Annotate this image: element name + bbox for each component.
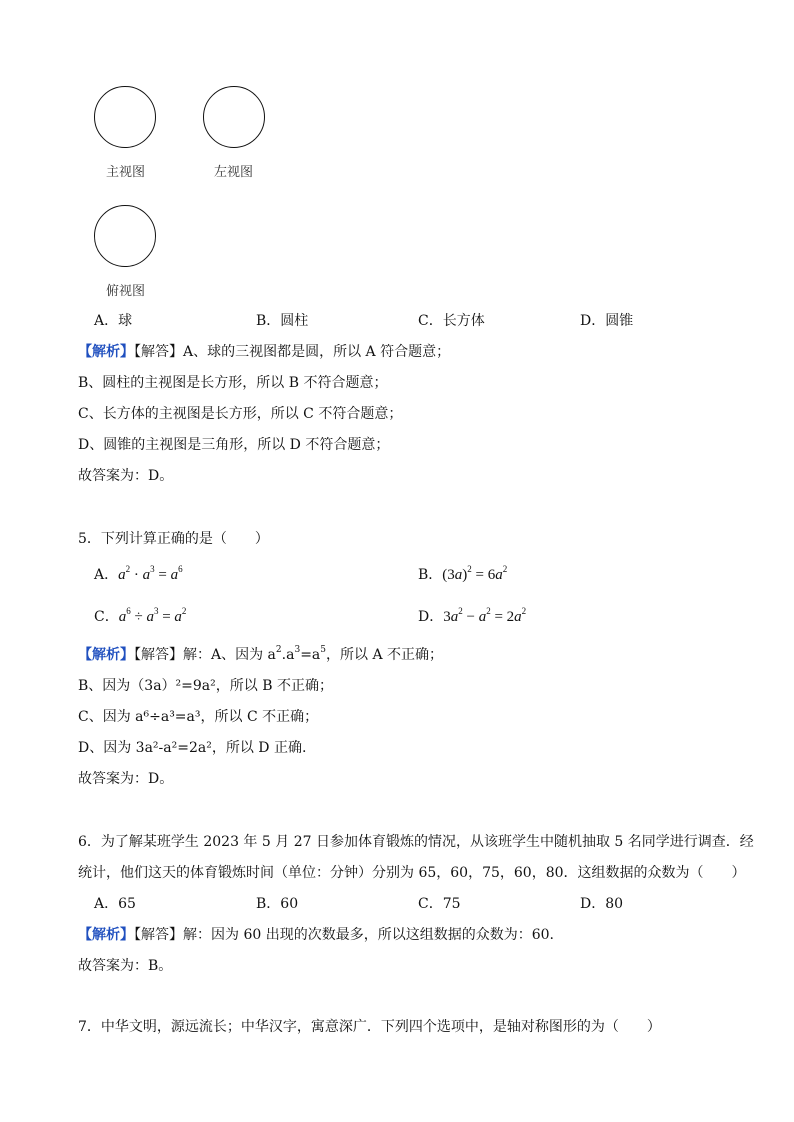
q6-stem-line-1: 6．为了解某班学生 2023 年 5 月 27 日参加体育锻炼的情况，从该班学生中随机抽取 5 名同学进行调查．经 [78,834,754,850]
option-letter: A． [94,567,119,583]
q4-option-d: D．圆锥 [580,313,634,329]
q5-option-a [94,566,183,584]
q7-stem: 7．中华文明，源远流长；中华汉字，寓意深广．下列四个选项中，是轴对称图形的为（ ） [78,1019,661,1035]
q5-option-c-formula: $a^6 \div a^3 = a^2$ [118,606,187,625]
q6-stem-line-2: 统计，他们这天的体育锻炼时间（单位：分钟）分别为 65，60，75，60，80．这组数据的众数为（ ） [78,865,746,881]
top-view-caption: 俯视图 [106,284,146,299]
answer-label: 【解答】 [134,647,183,663]
q5-analysis-line-2: B、因为（3a）²=9a²，所以 B 不正确； [78,678,333,694]
q6-option-b: B．60 [256,896,299,912]
q5-option-c [94,608,186,626]
q6-analysis [78,926,554,944]
q5-answer: 故答案为：D。 [78,771,174,787]
analysis-text: 解：A、因为 a [183,647,276,663]
left-view-circle [203,86,265,148]
q4-option-a: A．球 [94,313,133,329]
q5-option-a-formula: $a^2 \cdot a^3 = a^6$ [118,564,183,583]
q4-option-b: B．圆柱 [256,313,309,329]
option-letter: B． [418,567,443,583]
q5-stem: 5．下列计算正确的是（ ） [78,531,269,547]
q5-option-b [418,566,507,584]
top-view-circle [94,205,156,267]
analysis-tag: 【解析】 [78,647,134,663]
q6-option-d: D．80 [580,896,624,912]
q5-option-d [418,608,526,626]
left-view-caption: 左视图 [214,165,254,180]
q5-analysis-line-4: D、因为 3a²-a²=2a²，所以 D 正确. [78,740,307,756]
q5-option-d-formula: $3a^2 - a^2 = 2a^2$ [443,606,527,625]
q4-analysis-line-1 [78,343,450,361]
q5-option-b-formula: $(3a)^2 = 6a^2$ [442,564,508,583]
q5-analysis-line-1: 【解析】【解答】解：A、因为 $a^2.a^3=a^5$，所以 A 不正确； [78,645,444,663]
q4-answer: 故答案为：D。 [78,468,174,484]
option-letter: D． [418,609,444,625]
q5-analysis-line-3: C、因为 a⁶÷a³=a³，所以 C 不正确； [78,709,319,725]
option-letter: C． [94,609,119,625]
q6-answer: 故答案为：B。 [78,958,173,974]
analysis-tag: 【解析】 [78,344,134,360]
analysis-tag: 【解析】 [78,927,134,943]
analysis-text: 解：因为 60 出现的次数最多，所以这组数据的众数为：60. [183,927,554,943]
q4-analysis-line-3: C、长方体的主视图是长方形，所以 C 不符合题意； [78,406,403,422]
front-view-circle [94,86,156,148]
answer-label: 【解答】 [134,927,183,943]
answer-label: 【解答】 [134,344,183,360]
q4-analysis-line-2: B、圆柱的主视图是长方形，所以 B 不符合题意； [78,375,388,391]
q4-analysis-line-4: D、圆锥的主视图是三角形，所以 D 不符合题意； [78,437,390,453]
analysis-text: A、球的三视图都是圆，所以 A 符合题意； [183,344,451,360]
q4-option-c: C．长方体 [418,313,485,329]
q6-option-c: C．75 [418,896,461,912]
front-view-caption: 主视图 [106,165,146,180]
q6-option-a: A．65 [94,896,136,912]
